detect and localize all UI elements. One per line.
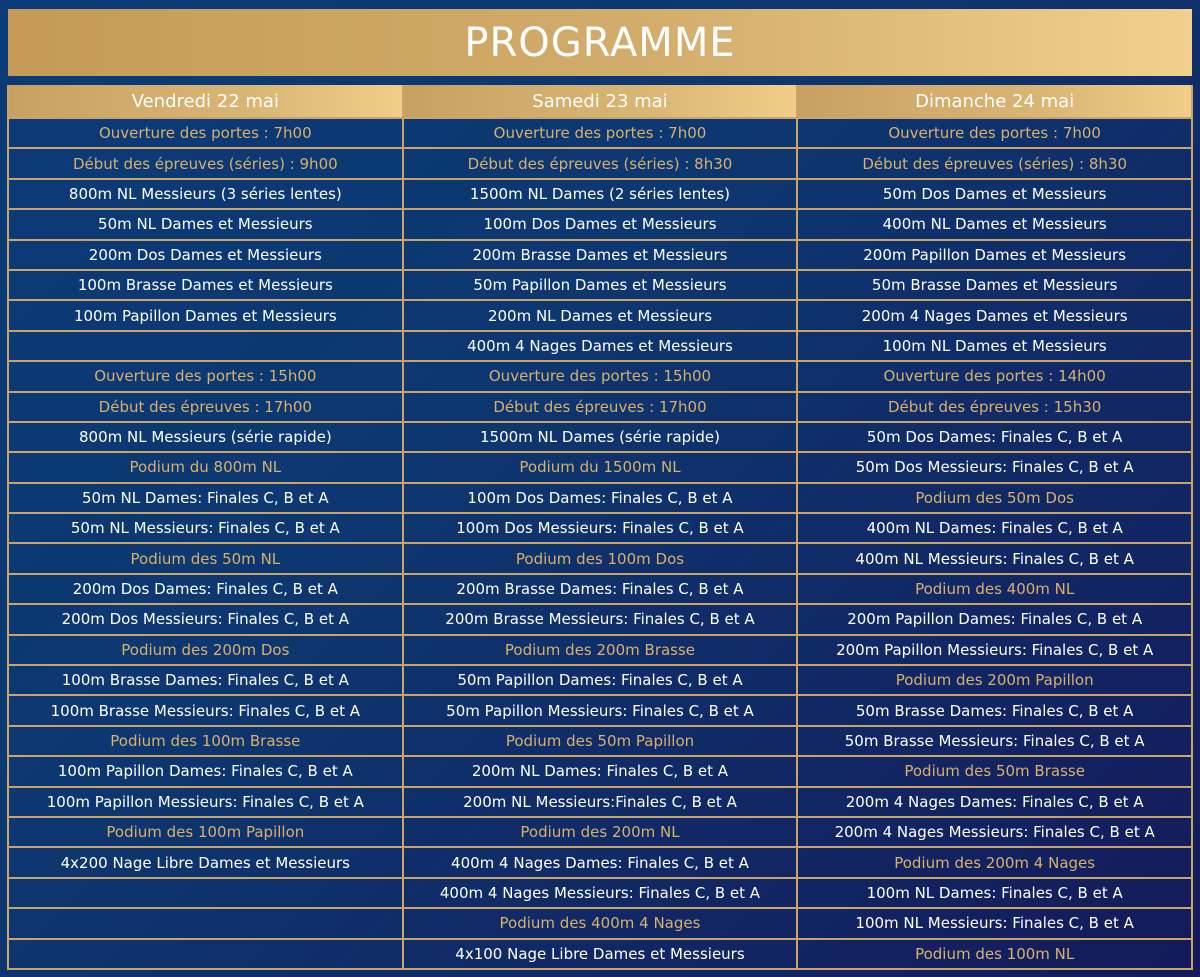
table-row [8,483,1192,513]
event-cell-saturday: 50m Papillon Dames: Finales C, B et A [403,665,798,695]
event-cell-friday: 50m NL Messieurs: Finales C, B et A [8,513,403,543]
info-cell-sunday: Podium des 200m 4 Nages [797,847,1192,877]
table-row [8,452,1192,482]
table-row [8,817,1192,847]
event-cell-friday: 100m Papillon Dames: Finales C, B et A [8,756,403,786]
table-row [8,939,1192,969]
event-cell-saturday: 1500m NL Dames (2 séries lentes) [403,179,798,209]
info-cell-saturday: Podium des 50m Papillon [403,726,798,756]
event-cell-sunday: 100m NL Dames: Finales C, B et A [797,878,1192,908]
info-cell-saturday: Début des épreuves (séries) : 8h30 [403,148,798,178]
event-cell-friday: 100m Brasse Messieurs: Finales C, B et A [8,695,403,725]
page-title: PROGRAMME [464,19,736,66]
table-row [8,270,1192,300]
table-row [8,908,1192,938]
info-cell-friday: Podium des 50m NL [8,543,403,573]
info-cell-saturday: Podium des 400m 4 Nages [403,908,798,938]
event-cell-sunday: 200m Papillon Dames: Finales C, B et A [797,604,1192,634]
info-cell-sunday: Podium des 200m Papillon [797,665,1192,695]
event-cell-friday: 200m Dos Dames: Finales C, B et A [8,574,403,604]
table-row [8,695,1192,725]
table-row [8,513,1192,543]
event-cell-sunday: 50m Brasse Dames: Finales C, B et A [797,695,1192,725]
table-row [8,847,1192,877]
table-row [8,878,1192,908]
info-cell-sunday: Début des épreuves : 15h30 [797,392,1192,422]
event-cell-saturday: 50m Papillon Dames et Messieurs [403,270,798,300]
info-cell-saturday: Début des épreuves : 17h00 [403,392,798,422]
info-cell-saturday: Ouverture des portes : 15h00 [403,361,798,391]
info-cell-sunday: Ouverture des portes : 7h00 [797,118,1192,148]
day-header-friday: Vendredi 22 mai [8,85,403,118]
info-cell-friday: Début des épreuves (séries) : 9h00 [8,148,403,178]
table-row [8,756,1192,786]
event-cell-saturday: 200m Brasse Dames: Finales C, B et A [403,574,798,604]
info-cell-friday: Podium du 800m NL [8,452,403,482]
event-cell-friday: 800m NL Messieurs (3 séries lentes) [8,179,403,209]
event-cell-friday: 800m NL Messieurs (série rapide) [8,422,403,452]
info-cell-sunday: Ouverture des portes : 14h00 [797,361,1192,391]
event-cell-sunday: 200m 4 Nages Dames et Messieurs [797,300,1192,330]
event-cell-friday: 100m Brasse Dames: Finales C, B et A [8,665,403,695]
table-row [8,361,1192,391]
event-cell-friday: 100m Brasse Dames et Messieurs [8,270,403,300]
event-cell-sunday: 100m NL Dames et Messieurs [797,331,1192,361]
table-row [8,118,1192,148]
event-cell-sunday: 200m Papillon Dames et Messieurs [797,240,1192,270]
info-cell-sunday: Podium des 50m Brasse [797,756,1192,786]
event-cell-saturday: 400m 4 Nages Messieurs: Finales C, B et A [403,878,798,908]
event-cell-sunday: 400m NL Dames et Messieurs [797,209,1192,239]
event-cell-saturday: 100m Dos Messieurs: Finales C, B et A [403,513,798,543]
event-cell-friday: 50m NL Dames et Messieurs [8,209,403,239]
table-row [8,604,1192,634]
event-cell-sunday: 50m Brasse Messieurs: Finales C, B et A [797,726,1192,756]
event-cell-saturday: 400m 4 Nages Dames et Messieurs [403,331,798,361]
table-row [8,331,1192,361]
table-row [8,300,1192,330]
event-cell-sunday: 50m Dos Messieurs: Finales C, B et A [797,452,1192,482]
event-cell-friday: 100m Papillon Dames et Messieurs [8,300,403,330]
event-cell-saturday: 200m Brasse Messieurs: Finales C, B et A [403,604,798,634]
table-row [8,543,1192,573]
table-row [8,574,1192,604]
event-cell-saturday: 200m NL Messieurs:Finales C, B et A [403,787,798,817]
table-row [8,209,1192,239]
event-cell-saturday: 200m Brasse Dames et Messieurs [403,240,798,270]
header-row [8,85,1192,118]
event-cell-sunday: 200m 4 Nages Dames: Finales C, B et A [797,787,1192,817]
table-row [8,240,1192,270]
info-cell-friday: Début des épreuves : 17h00 [8,392,403,422]
event-cell-friday: 200m Dos Messieurs: Finales C, B et A [8,604,403,634]
info-cell-friday: Podium des 100m Brasse [8,726,403,756]
info-cell-sunday: Podium des 50m Dos [797,483,1192,513]
table-row [8,179,1192,209]
event-cell-friday: 100m Papillon Messieurs: Finales C, B et A [8,787,403,817]
table-row [8,665,1192,695]
title-banner [8,9,1192,76]
event-cell-saturday: 1500m NL Dames (série rapide) [403,422,798,452]
event-cell-sunday: 50m Dos Dames: Finales C, B et A [797,422,1192,452]
event-cell-sunday: 50m Dos Dames et Messieurs [797,179,1192,209]
table-row [8,726,1192,756]
info-cell-friday: Ouverture des portes : 15h00 [8,361,403,391]
event-cell-friday [8,908,403,938]
event-cell-sunday: 400m NL Dames: Finales C, B et A [797,513,1192,543]
table-row [8,635,1192,665]
event-cell-friday: 200m Dos Dames et Messieurs [8,240,403,270]
event-cell-friday [8,939,403,969]
table-row [8,148,1192,178]
table-row [8,787,1192,817]
day-header-saturday: Samedi 23 mai [403,85,798,118]
event-cell-sunday: 200m Papillon Messieurs: Finales C, B et A [797,635,1192,665]
schedule-header [8,85,1192,118]
event-cell-sunday: 200m 4 Nages Messieurs: Finales C, B et A [797,817,1192,847]
info-cell-saturday: Ouverture des portes : 7h00 [403,118,798,148]
event-cell-friday: 50m NL Dames: Finales C, B et A [8,483,403,513]
event-cell-sunday: 50m Brasse Dames et Messieurs [797,270,1192,300]
event-cell-saturday: 200m NL Dames: Finales C, B et A [403,756,798,786]
event-cell-sunday: 400m NL Messieurs: Finales C, B et A [797,543,1192,573]
event-cell-saturday: 100m Dos Dames: Finales C, B et A [403,483,798,513]
info-cell-saturday: Podium des 200m NL [403,817,798,847]
schedule-body [8,118,1192,969]
info-cell-saturday: Podium des 100m Dos [403,543,798,573]
info-cell-friday: Podium des 200m Dos [8,635,403,665]
event-cell-saturday: 400m 4 Nages Dames: Finales C, B et A [403,847,798,877]
info-cell-friday: Podium des 100m Papillon [8,817,403,847]
event-cell-saturday: 200m NL Dames et Messieurs [403,300,798,330]
event-cell-saturday: 50m Papillon Messieurs: Finales C, B et A [403,695,798,725]
info-cell-sunday: Début des épreuves (séries) : 8h30 [797,148,1192,178]
schedule-table [7,85,1193,970]
event-cell-friday [8,331,403,361]
day-header-sunday: Dimanche 24 mai [797,85,1192,118]
info-cell-friday: Ouverture des portes : 7h00 [8,118,403,148]
info-cell-sunday: Podium des 400m NL [797,574,1192,604]
event-cell-sunday: 100m NL Messieurs: Finales C, B et A [797,908,1192,938]
table-row [8,392,1192,422]
info-cell-saturday: Podium du 1500m NL [403,452,798,482]
info-cell-saturday: Podium des 200m Brasse [403,635,798,665]
event-cell-friday [8,878,403,908]
info-cell-sunday: Podium des 100m NL [797,939,1192,969]
table-row [8,422,1192,452]
event-cell-saturday: 100m Dos Dames et Messieurs [403,209,798,239]
event-cell-saturday: 4x100 Nage Libre Dames et Messieurs [403,939,798,969]
event-cell-friday: 4x200 Nage Libre Dames et Messieurs [8,847,403,877]
